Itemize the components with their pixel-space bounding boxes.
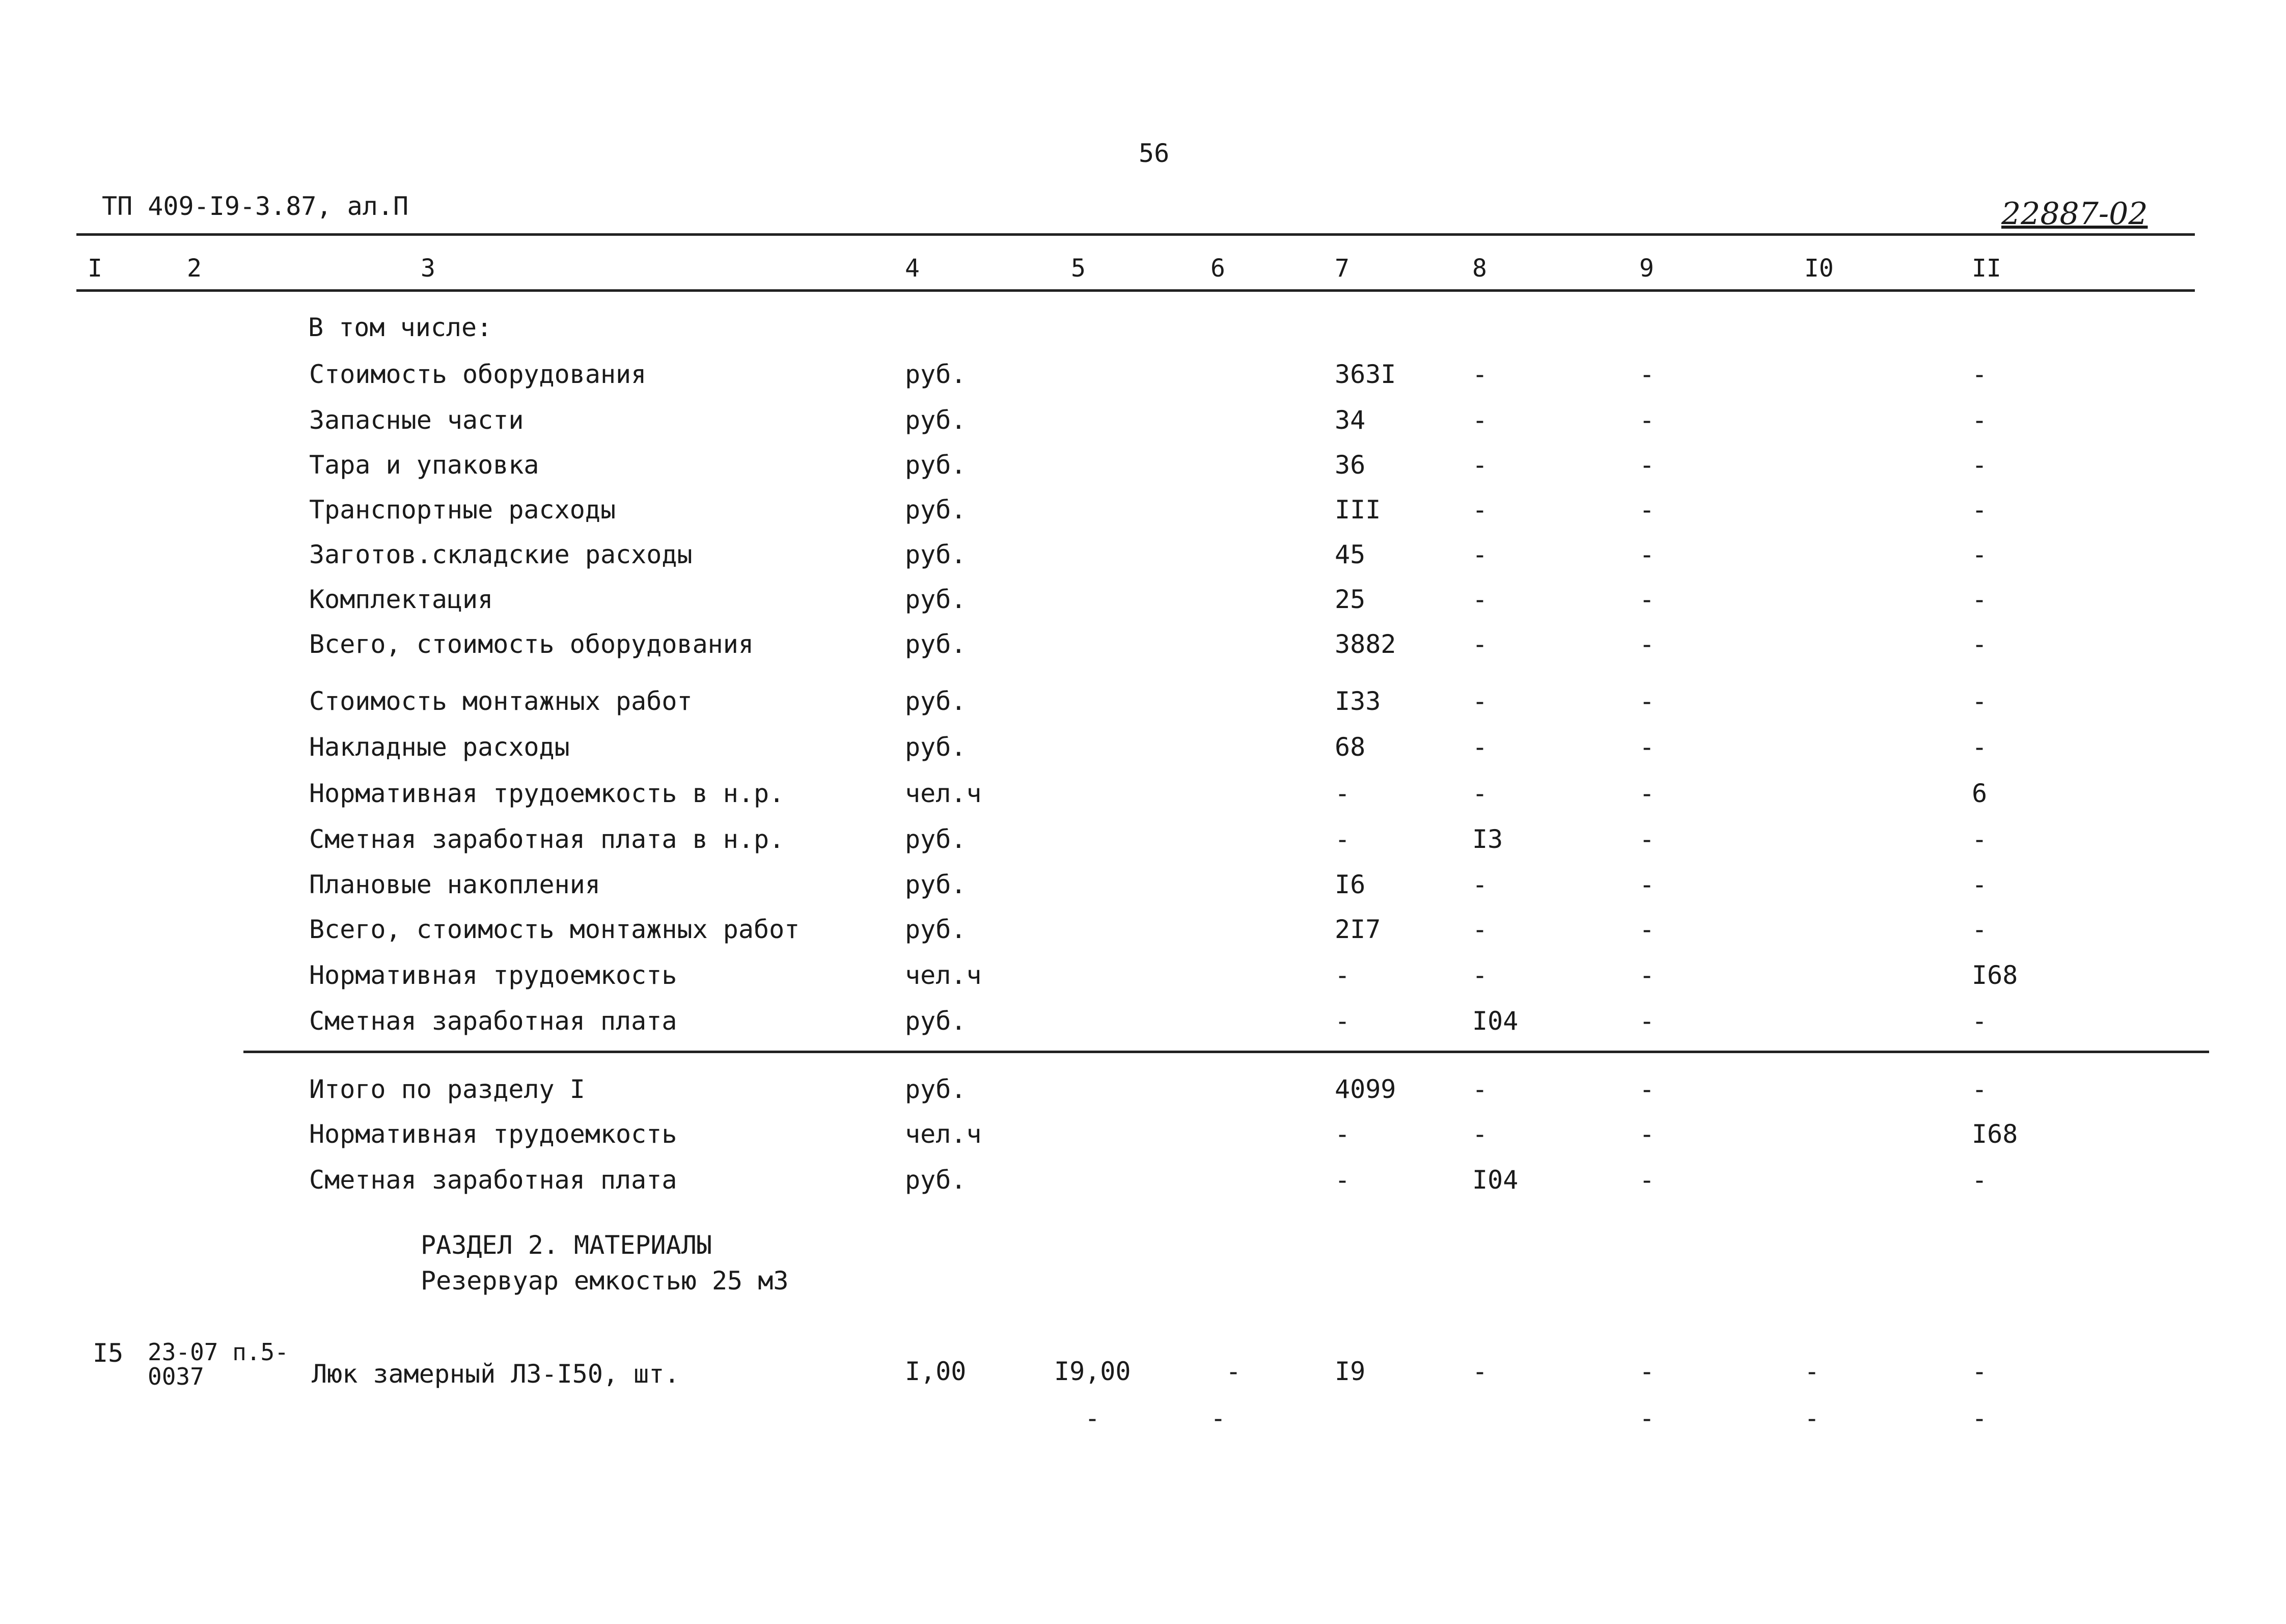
row-col7: - bbox=[1335, 1006, 1351, 1036]
row-unit: руб. bbox=[905, 1165, 967, 1195]
row-col9: - bbox=[1639, 360, 1655, 389]
row-unit: руб. bbox=[905, 1075, 967, 1104]
row-col8: I3 bbox=[1472, 824, 1503, 854]
row-col11: - bbox=[1972, 585, 1988, 614]
row-col9: - bbox=[1639, 732, 1655, 762]
row-col8: - bbox=[1472, 495, 1488, 525]
row-col7: 36 bbox=[1335, 450, 1366, 480]
item-col4: I,00 bbox=[905, 1357, 967, 1386]
header-top-rule bbox=[76, 233, 2195, 236]
row-col7: III bbox=[1335, 495, 1381, 525]
row-col9: - bbox=[1639, 540, 1655, 569]
row-col11: I68 bbox=[1972, 960, 2018, 990]
row-col8: - bbox=[1472, 1075, 1488, 1104]
row-col8: I04 bbox=[1472, 1006, 1519, 1036]
row-col8: - bbox=[1472, 915, 1488, 944]
row-col7: I33 bbox=[1335, 686, 1381, 716]
row-col9: - bbox=[1639, 779, 1655, 808]
trailing-dash-col9: - bbox=[1639, 1403, 1655, 1433]
page-number: 56 bbox=[1139, 139, 1170, 168]
row-unit: руб. bbox=[905, 495, 967, 525]
row-col11: - bbox=[1972, 405, 1988, 435]
row-col9: - bbox=[1639, 629, 1655, 659]
row-name: Всего, стоимость оборудования bbox=[309, 629, 754, 659]
row-col7: 2I7 bbox=[1335, 915, 1381, 944]
row-col8: I04 bbox=[1472, 1165, 1519, 1195]
row-col8: - bbox=[1472, 450, 1488, 480]
row-col11: - bbox=[1972, 915, 1988, 944]
row-unit: руб. bbox=[905, 915, 967, 944]
row-name: Нормативная трудоемкость bbox=[309, 1119, 677, 1149]
row-col7: - bbox=[1335, 824, 1351, 854]
row-col11: - bbox=[1972, 686, 1988, 716]
row-col7: - bbox=[1335, 1165, 1351, 1195]
row-col9: - bbox=[1639, 1165, 1655, 1195]
col-header-5: 5 bbox=[1071, 254, 1086, 283]
row-col9: - bbox=[1639, 585, 1655, 614]
row-col11: - bbox=[1972, 870, 1988, 899]
col-header-4: 4 bbox=[905, 254, 920, 283]
row-name: Накладные расходы bbox=[309, 732, 570, 762]
row-col8: - bbox=[1472, 360, 1488, 389]
row-col7: - bbox=[1335, 779, 1351, 808]
col-header-2: 2 bbox=[187, 254, 202, 283]
row-col11: - bbox=[1972, 495, 1988, 525]
row-col11: - bbox=[1972, 450, 1988, 480]
trailing-dash-col11: - bbox=[1972, 1403, 1988, 1433]
row-name: Запасные части bbox=[309, 405, 524, 435]
row-name: Плановые накопления bbox=[309, 870, 600, 899]
row-col9: - bbox=[1639, 405, 1655, 435]
row-name: Стоимость оборудования bbox=[309, 360, 647, 389]
row-unit: чел.ч bbox=[905, 960, 982, 990]
row-col11: 6 bbox=[1972, 779, 1988, 808]
row-col9: - bbox=[1639, 960, 1655, 990]
row-unit: руб. bbox=[905, 585, 967, 614]
row-name: Нормативная трудоемкость bbox=[309, 960, 677, 990]
item-col11: - bbox=[1972, 1357, 1988, 1386]
trailing-dash-col10: - bbox=[1804, 1403, 1820, 1433]
item-code-line1: 23-07 п.5- bbox=[148, 1338, 289, 1366]
row-unit: руб. bbox=[905, 450, 967, 480]
row-unit: чел.ч bbox=[905, 779, 982, 808]
row-col7: - bbox=[1335, 960, 1351, 990]
row-col9: - bbox=[1639, 824, 1655, 854]
item-col9: - bbox=[1639, 1357, 1655, 1386]
row-col7: - bbox=[1335, 1119, 1351, 1149]
row-col7: 25 bbox=[1335, 585, 1366, 614]
col-header-11: II bbox=[1972, 254, 2001, 283]
col-header-8: 8 bbox=[1472, 254, 1487, 283]
row-col11: - bbox=[1972, 1075, 1988, 1104]
row-name: Всего, стоимость монтажных работ bbox=[309, 915, 800, 944]
row-name: Итого по разделу I bbox=[309, 1075, 585, 1104]
section-title: РАЗДЕЛ 2. МАТЕРИАЛЫ bbox=[421, 1230, 712, 1260]
row-col9: - bbox=[1639, 686, 1655, 716]
row-col8: - bbox=[1472, 870, 1488, 899]
row-col8: - bbox=[1472, 960, 1488, 990]
row-col11: I68 bbox=[1972, 1119, 2018, 1149]
header-bottom-rule bbox=[76, 289, 2195, 292]
row-unit: руб. bbox=[905, 824, 967, 854]
row-col7: 3882 bbox=[1335, 629, 1396, 659]
totals-separator-rule bbox=[243, 1051, 2209, 1053]
row-col11: - bbox=[1972, 1006, 1988, 1036]
row-col8: - bbox=[1472, 686, 1488, 716]
row-unit: руб. bbox=[905, 870, 967, 899]
row-col11: - bbox=[1972, 824, 1988, 854]
col-header-7: 7 bbox=[1335, 254, 1349, 283]
stamp-number: 22887-02 bbox=[2001, 196, 2148, 232]
group-label: В том числе: bbox=[308, 313, 492, 342]
col-header-3: 3 bbox=[421, 254, 435, 283]
row-col8: - bbox=[1472, 540, 1488, 569]
col-header-1: I bbox=[88, 254, 102, 283]
row-unit: чел.ч bbox=[905, 1119, 982, 1149]
row-col11: - bbox=[1972, 1165, 1988, 1195]
row-unit: руб. bbox=[905, 405, 967, 435]
row-name: Сметная заработная плата bbox=[309, 1165, 677, 1195]
row-col7: 68 bbox=[1335, 732, 1366, 762]
row-col7: 4099 bbox=[1335, 1075, 1396, 1104]
row-name: Тара и упаковка bbox=[309, 450, 539, 480]
row-col7: 34 bbox=[1335, 405, 1366, 435]
item-col5: I9,00 bbox=[1054, 1357, 1131, 1386]
row-col11: - bbox=[1972, 360, 1988, 389]
row-unit: руб. bbox=[905, 540, 967, 569]
row-col7: I6 bbox=[1335, 870, 1366, 899]
item-col8: - bbox=[1472, 1357, 1488, 1386]
row-col9: - bbox=[1639, 870, 1655, 899]
row-col9: - bbox=[1639, 1119, 1655, 1149]
row-name: Транспортные расходы bbox=[309, 495, 616, 525]
row-name: Комплектация bbox=[309, 585, 493, 614]
row-unit: руб. bbox=[905, 629, 967, 659]
row-name: Сметная заработная плата bbox=[309, 1006, 677, 1036]
row-col8: - bbox=[1472, 629, 1488, 659]
item-code-line2: 0037 bbox=[148, 1363, 204, 1390]
row-col9: - bbox=[1639, 495, 1655, 525]
row-col8: - bbox=[1472, 779, 1488, 808]
trailing-dash-col5: - bbox=[1085, 1403, 1100, 1433]
item-col10: - bbox=[1804, 1357, 1820, 1386]
row-col8: - bbox=[1472, 585, 1488, 614]
row-unit: руб. bbox=[905, 360, 967, 389]
item-col6: - bbox=[1226, 1357, 1242, 1386]
item-col7: I9 bbox=[1335, 1357, 1366, 1386]
col-header-6: 6 bbox=[1210, 254, 1225, 283]
row-name: Стоимость монтажных работ bbox=[309, 686, 693, 716]
trailing-dash-col6: - bbox=[1210, 1403, 1226, 1433]
row-col7: 363I bbox=[1335, 360, 1396, 389]
row-unit: руб. bbox=[905, 1006, 967, 1036]
item-number: I5 bbox=[93, 1338, 124, 1368]
row-col9: - bbox=[1639, 915, 1655, 944]
row-name: Нормативная трудоемкость в н.р. bbox=[309, 779, 785, 808]
row-col9: - bbox=[1639, 450, 1655, 480]
row-unit: руб. bbox=[905, 686, 967, 716]
row-col9: - bbox=[1639, 1006, 1655, 1036]
row-col8: - bbox=[1472, 732, 1488, 762]
row-col11: - bbox=[1972, 629, 1988, 659]
section-subtitle: Резервуар емкостью 25 м3 bbox=[421, 1266, 789, 1296]
col-header-10: I0 bbox=[1804, 254, 1834, 283]
row-col11: - bbox=[1972, 732, 1988, 762]
row-col9: - bbox=[1639, 1075, 1655, 1104]
row-col7: 45 bbox=[1335, 540, 1366, 569]
row-unit: руб. bbox=[905, 732, 967, 762]
row-name: Заготов.складские расходы bbox=[309, 540, 693, 569]
col-header-9: 9 bbox=[1639, 254, 1654, 283]
row-col11: - bbox=[1972, 540, 1988, 569]
row-col8: - bbox=[1472, 1119, 1488, 1149]
row-col8: - bbox=[1472, 405, 1488, 435]
row-name: Сметная заработная плата в н.р. bbox=[309, 824, 785, 854]
item-name: Люк замерный ЛЗ-I50, шт. bbox=[312, 1359, 680, 1389]
doc-reference: ТП 409-I9-3.87, ал.П bbox=[102, 191, 409, 221]
